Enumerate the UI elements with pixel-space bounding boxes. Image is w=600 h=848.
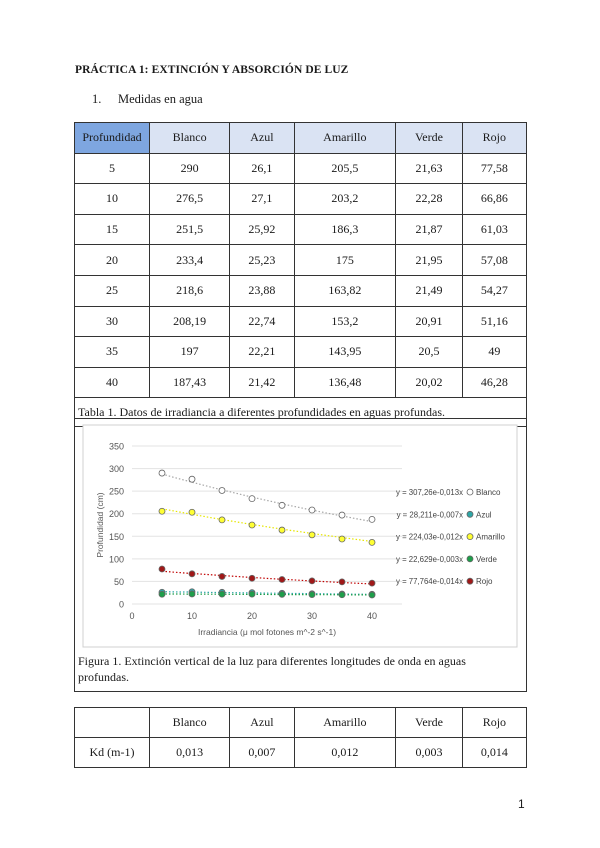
table-cell: 208,19 [150, 306, 230, 337]
table-cell: 21,95 [396, 245, 463, 276]
data-point-rojo [249, 575, 255, 581]
table-cell: 35 [75, 337, 150, 368]
trend-equation: y = 224,03e-0,012x [396, 532, 463, 542]
column-header: Blanco [150, 708, 230, 738]
table-cell: 21,49 [396, 275, 463, 306]
table-cell: 276,5 [150, 184, 230, 215]
table-cell: 153,2 [294, 306, 396, 337]
table-cell: 10 [75, 184, 150, 215]
legend-label: Azul [476, 510, 492, 520]
table-cell: 175 [294, 245, 396, 276]
y-tick-label: 150 [108, 531, 124, 542]
column-header: Verde [396, 708, 463, 738]
legend-marker-rojo [467, 578, 473, 584]
table-cell: 0,012 [294, 738, 396, 768]
table-cell: 251,5 [150, 214, 230, 245]
data-point-rojo [219, 573, 225, 579]
table-cell: 54,27 [462, 275, 526, 306]
data-point-verde [279, 591, 285, 597]
page-title: PRÁCTICA 1: EXTINCIÓN Y ABSORCIÓN DE LUZ [75, 64, 349, 76]
data-point-blanco [159, 470, 165, 476]
y-tick-label: 100 [108, 554, 124, 565]
table-cell: 20,02 [396, 367, 463, 398]
table-cell: 20,5 [396, 337, 463, 368]
table-cell: 187,43 [150, 367, 230, 398]
kd-header-row [75, 708, 527, 738]
x-tick-label: 20 [246, 611, 258, 621]
table-cell: 143,95 [294, 337, 396, 368]
table-row [75, 214, 527, 245]
table-cell: 233,4 [150, 245, 230, 276]
data-point-blanco [279, 502, 285, 508]
data-point-rojo [339, 579, 345, 585]
table-cell: 30 [75, 306, 150, 337]
column-header: Amarillo [294, 123, 396, 154]
data-point-blanco [189, 476, 195, 482]
data-point-blanco [369, 516, 375, 522]
section-number: 1. [92, 92, 102, 106]
table-cell: 46,28 [462, 367, 526, 398]
legend-marker-verde [467, 556, 473, 562]
y-tick-label: 200 [108, 509, 124, 520]
data-point-rojo [369, 580, 375, 586]
data-point-amarillo [159, 508, 165, 514]
column-header: Profundidad [75, 123, 150, 154]
table-cell: 136,48 [294, 367, 396, 398]
kd-row [75, 738, 527, 768]
table-cell: 61,03 [462, 214, 526, 245]
irradiance-table [74, 122, 527, 427]
table-cell: 21,42 [230, 367, 294, 398]
section-heading [92, 92, 203, 107]
data-point-verde [159, 591, 165, 597]
table-cell: 186,3 [294, 214, 396, 245]
y-tick-label: 300 [108, 464, 124, 475]
data-point-amarillo [309, 532, 315, 538]
table-cell: 5 [75, 153, 150, 184]
table-cell: 23,88 [230, 275, 294, 306]
table-row [75, 337, 527, 368]
trend-equation: y = 307,26e-0,013x [396, 488, 463, 497]
table-cell: 0,013 [150, 738, 230, 768]
data-point-verde [249, 591, 255, 597]
table-cell: 22,21 [230, 337, 294, 368]
legend-marker-blanco [467, 489, 473, 495]
x-tick-label: 30 [306, 611, 318, 621]
data-point-rojo [189, 571, 195, 577]
data-point-verde [189, 591, 195, 597]
table-cell: 49 [462, 337, 526, 368]
table-cell: 0,003 [396, 738, 463, 768]
data-point-amarillo [249, 522, 255, 528]
x-tick-label: 0 [129, 611, 135, 621]
y-axis-label: Profundidad (cm) [95, 492, 105, 558]
legend-label: Amarillo [476, 532, 505, 542]
table-cell: 20,91 [396, 306, 463, 337]
column-header [75, 708, 150, 738]
y-tick-label: 350 [108, 441, 124, 452]
data-point-amarillo [279, 527, 285, 533]
legend-label: Verde [476, 554, 497, 564]
legend-label: Rojo [476, 577, 493, 587]
table-cell: 290 [150, 153, 230, 184]
data-point-rojo [309, 578, 315, 584]
x-tick-label: 10 [186, 611, 198, 621]
table-cell: 25,23 [230, 245, 294, 276]
data-point-blanco [309, 507, 315, 513]
table-row [75, 306, 527, 337]
x-tick-label: 40 [366, 611, 378, 621]
data-point-verde [309, 592, 315, 598]
table-cell: Kd (m-1) [75, 738, 150, 768]
table-cell: 0,014 [462, 738, 526, 768]
table-cell: 77,58 [462, 153, 526, 184]
x-axis-label: Irradiancia (μ mol fotones m^-2 s^-1) [197, 627, 337, 637]
legend-label: Blanco [476, 488, 501, 497]
table-cell: 197 [150, 337, 230, 368]
table-cell: 163,82 [294, 275, 396, 306]
legend-marker-azul [467, 511, 473, 517]
data-point-amarillo [189, 509, 195, 515]
column-header: Azul [230, 123, 294, 154]
column-header: Amarillo [294, 708, 396, 738]
table-cell: 0,007 [230, 738, 294, 768]
y-tick-label: 0 [118, 599, 124, 610]
table-cell: 15 [75, 214, 150, 245]
table-cell: 57,08 [462, 245, 526, 276]
table-caption: Tabla 1. Datos de irradiancia a diferentes profundidades en aguas profundas. [75, 398, 527, 427]
extinction-chart [75, 419, 526, 651]
table-cell: 203,2 [294, 184, 396, 215]
table-cell: 66,86 [462, 184, 526, 215]
trend-equation: y = 22,629e-0,003x [396, 554, 463, 564]
data-point-verde [219, 591, 225, 597]
table-row [75, 153, 527, 184]
column-header: Rojo [462, 708, 526, 738]
table-cell: 20 [75, 245, 150, 276]
table-cell: 25 [75, 275, 150, 306]
kd-table [74, 707, 527, 768]
data-point-blanco [219, 487, 225, 493]
trend-equation: y = 28,211e-0,007x [396, 510, 463, 520]
table-row [75, 245, 527, 276]
data-point-verde [339, 592, 345, 598]
table-cell: 26,1 [230, 153, 294, 184]
page-number: 1 [518, 797, 525, 811]
legend-marker-amarillo [467, 534, 473, 540]
y-tick-label: 250 [108, 486, 124, 497]
table-cell: 27,1 [230, 184, 294, 215]
table-cell: 218,6 [150, 275, 230, 306]
section-label: Medidas en agua [118, 92, 203, 106]
column-header: Azul [230, 708, 294, 738]
data-point-blanco [249, 496, 255, 502]
column-header: Verde [396, 123, 463, 154]
data-point-amarillo [369, 539, 375, 545]
data-point-verde [369, 592, 375, 598]
column-header: Blanco [150, 123, 230, 154]
table-header-row [75, 123, 527, 154]
trend-equation: y = 77,764e-0,014x [396, 577, 463, 587]
table-cell: 22,74 [230, 306, 294, 337]
table-cell: 25,92 [230, 214, 294, 245]
table-row [75, 184, 527, 215]
data-point-rojo [279, 577, 285, 583]
data-point-rojo [159, 566, 165, 572]
figure-box [74, 418, 527, 692]
table-row [75, 275, 527, 306]
data-point-amarillo [339, 536, 345, 542]
table-cell: 51,16 [462, 306, 526, 337]
data-point-blanco [339, 512, 345, 518]
figure-caption: Figura 1. Extinción vertical de la luz para diferentes longitudes de onda en aguas profundas. [78, 654, 466, 684]
table-cell: 205,5 [294, 153, 396, 184]
table-row [75, 367, 527, 398]
data-point-amarillo [219, 517, 225, 523]
table-cell: 21,87 [396, 214, 463, 245]
y-tick-label: 50 [113, 576, 124, 587]
table-cell: 22,28 [396, 184, 463, 215]
column-header: Rojo [462, 123, 526, 154]
table-cell: 40 [75, 367, 150, 398]
table-cell: 21,63 [396, 153, 463, 184]
